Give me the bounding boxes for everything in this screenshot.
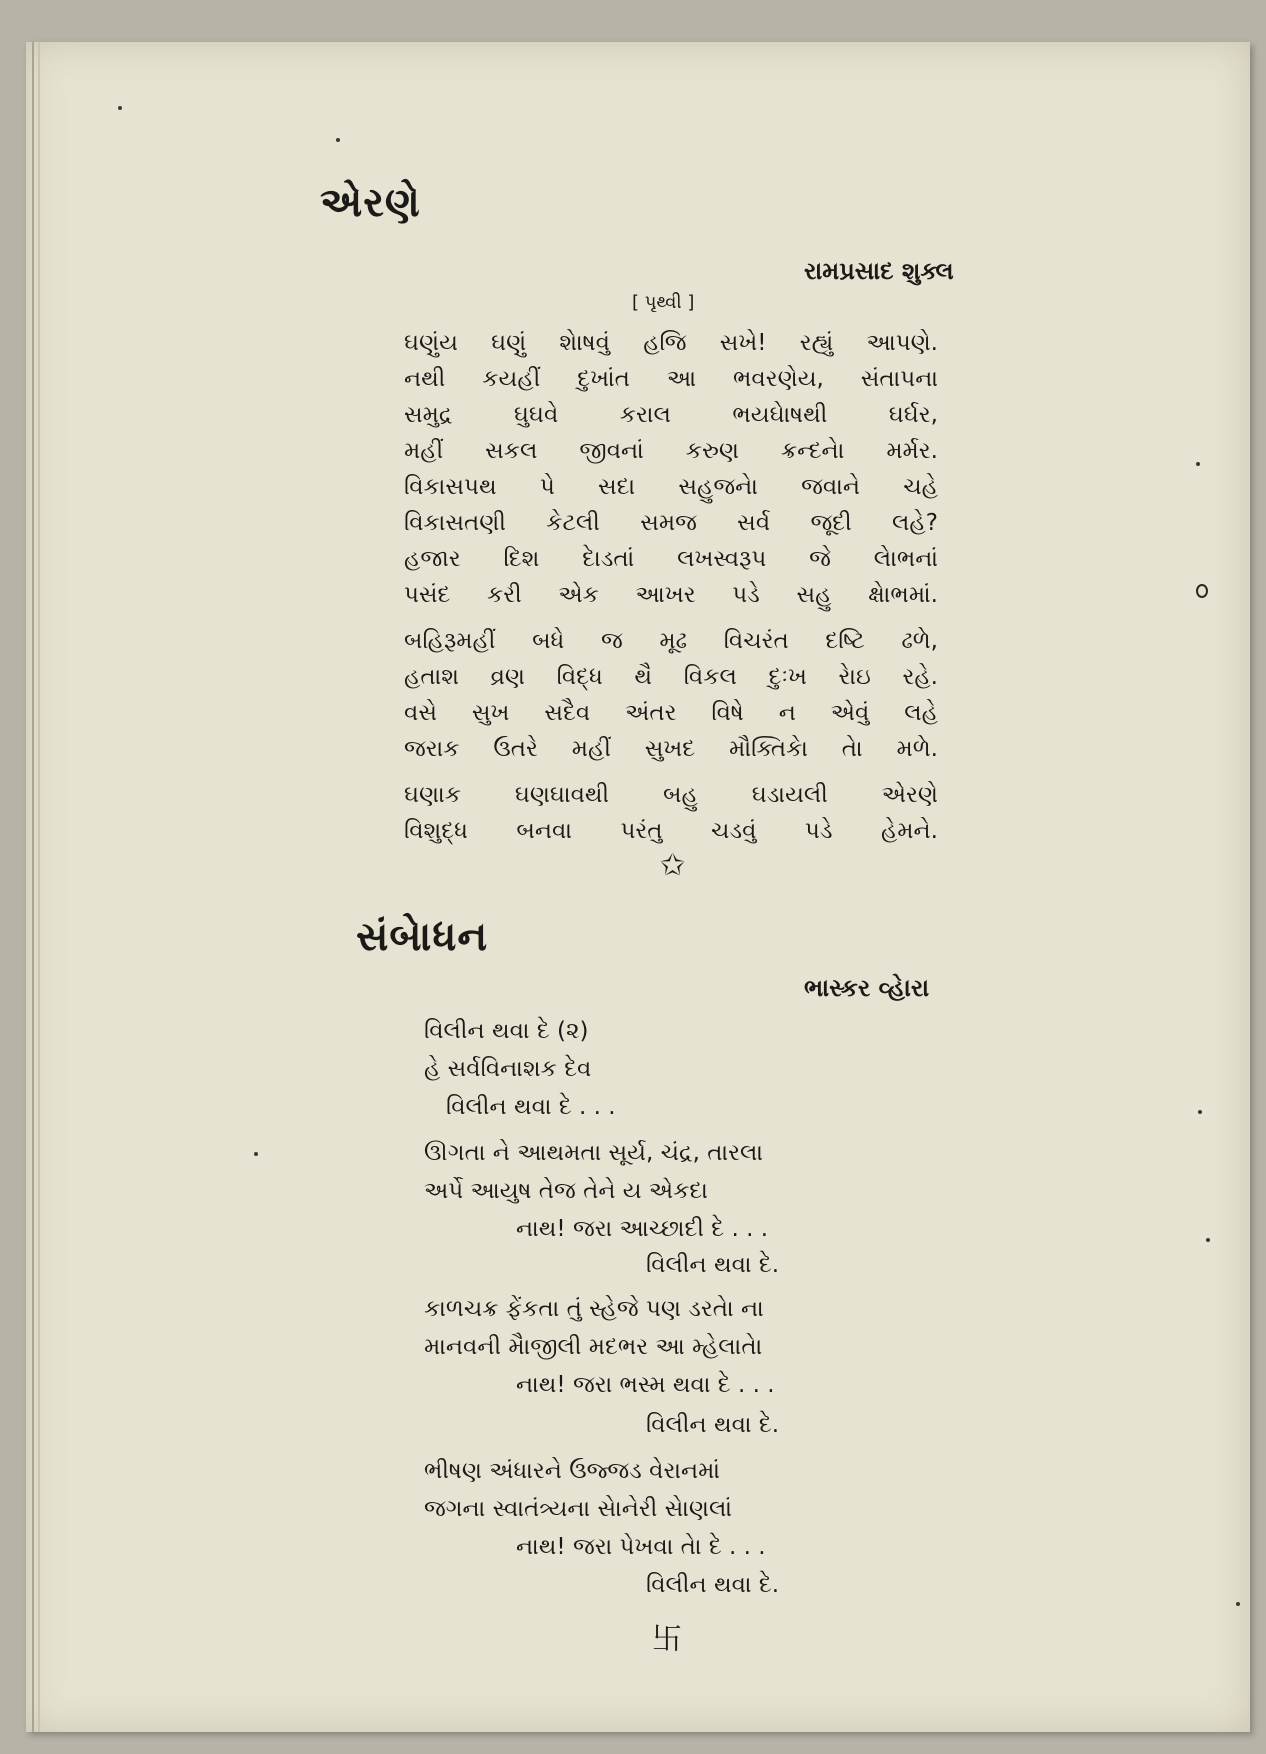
verse-line: હે સર્વવિનાશક દેવ — [424, 1056, 592, 1082]
paper-speck — [1206, 1238, 1210, 1242]
verse-line: ઘણુંય ઘણું શેાષવું હજિ સખે! રહ્યું આપણે. — [404, 330, 938, 356]
verse-line: માનવની મૈાજીલી મદભર આ મ્હેલાતેા — [424, 1334, 763, 1360]
verse-line: વિલીન થવા દે. — [646, 1252, 780, 1278]
verse-line: હજાર દિશ દેાડતાં લખસ્વરૂપ જે લેાભનાં — [404, 546, 938, 572]
poem-author: રામપ્રસાદ શુક્લ — [804, 257, 954, 285]
verse-line: સમુદ્ર ઘુઘવે કરાલ ભયઘેાષથી ઘર્ઘર, — [404, 402, 938, 428]
paper-speck — [1196, 584, 1208, 598]
verse-line: જગના સ્વાતંત્ર્યના સેાનેરી સેાણલાં — [424, 1496, 733, 1522]
verse-line: મહીં સકલ જીવનાં કરુણ ક્રન્દનેા મર્મર. — [404, 438, 938, 464]
verse-line: પસંદ કરી એક આખર પડે સહુ ક્ષેાભમાં. — [404, 582, 938, 608]
verse-line: ભીષણ અંધારને ઉજ્જડ વેરાનમાં — [424, 1458, 720, 1484]
verse-line: જરાક ઉતરે મહીં સુખદ મૌક્તિકેા તેા મળે. — [404, 736, 938, 762]
verse-line: વસે સુખ સદૈવ અંતર વિષે ન એવું લહે — [404, 700, 938, 726]
verse-line: કાળચક્ર ફેંકતા તું સ્હેજે પણ ડરતેા ના — [424, 1296, 764, 1322]
verse-line: બહિરૂમહીં બધે જ મૂઢ વિચરંત દષ્ટિ ઢળે, — [404, 628, 938, 654]
paper-speck — [1198, 1110, 1202, 1114]
verse-line: વિલીન થવા દે (૨) — [424, 1018, 589, 1044]
verse-line: નાથ! જરા પેખવા તેા દે . . . — [516, 1534, 766, 1560]
swastika-symbol-icon: 卐 — [652, 1622, 682, 1657]
verse-line: હતાશ વ્રણ વિદ્ધ થૈ વિકલ દુઃખ રેાઇ રહે. — [404, 664, 938, 690]
verse-line: વિશુદ્ધ બનવા પરંતુ ચડવું પડે હેમને. — [404, 818, 938, 844]
paper-speck — [118, 106, 122, 110]
verse-line: ઊગતા ને આથમતા સૂર્ય, ચંદ્ર, તારલા — [424, 1140, 764, 1166]
poem-title: એરણે — [320, 180, 421, 226]
verse-line: વિલીન થવા દે. — [646, 1572, 780, 1598]
verse-line: નથી કયહીં દુખાંત આ ભવરણેય, સંતાપના — [404, 366, 938, 392]
verse-line: અર્પે આયુષ તેજ તેને ય એકદા — [424, 1178, 708, 1204]
poem-title: સંબેાધન — [356, 914, 489, 960]
poem-author: ભાસ્કર વ્હેારા — [804, 974, 930, 1002]
paper-speck — [336, 138, 340, 142]
paper-speck — [1196, 462, 1200, 466]
page-edge-line — [32, 42, 34, 1732]
verse-line: વિકાસતણી કેટલી સમજ સર્વ જૂદી લહે? — [404, 510, 938, 536]
star-separator-icon: ✩ — [660, 848, 686, 883]
printed-page — [26, 42, 1250, 1732]
verse-line: નાથ! જરા આચ્છાદી દે . . . — [516, 1216, 769, 1242]
verse-line: વિલીન થવા દે . . . — [446, 1094, 616, 1120]
verse-line: ઘણાક ઘણઘાવથી બહુ ઘડાયલી એરણે — [404, 782, 938, 808]
verse-line: વિલીન થવા દે. — [646, 1412, 780, 1438]
verse-line: નાથ! જરા ભસ્મ થવા દે . . . — [516, 1372, 775, 1398]
poem-meter: [ પૃથ્વી ] — [632, 292, 695, 313]
paper-speck — [1236, 1602, 1240, 1606]
verse-line: વિકાસપથ પે સદા સહુજનેા જવાને ચહે — [404, 474, 938, 500]
paper-speck — [254, 1152, 258, 1156]
page-edge-line — [38, 42, 40, 1732]
